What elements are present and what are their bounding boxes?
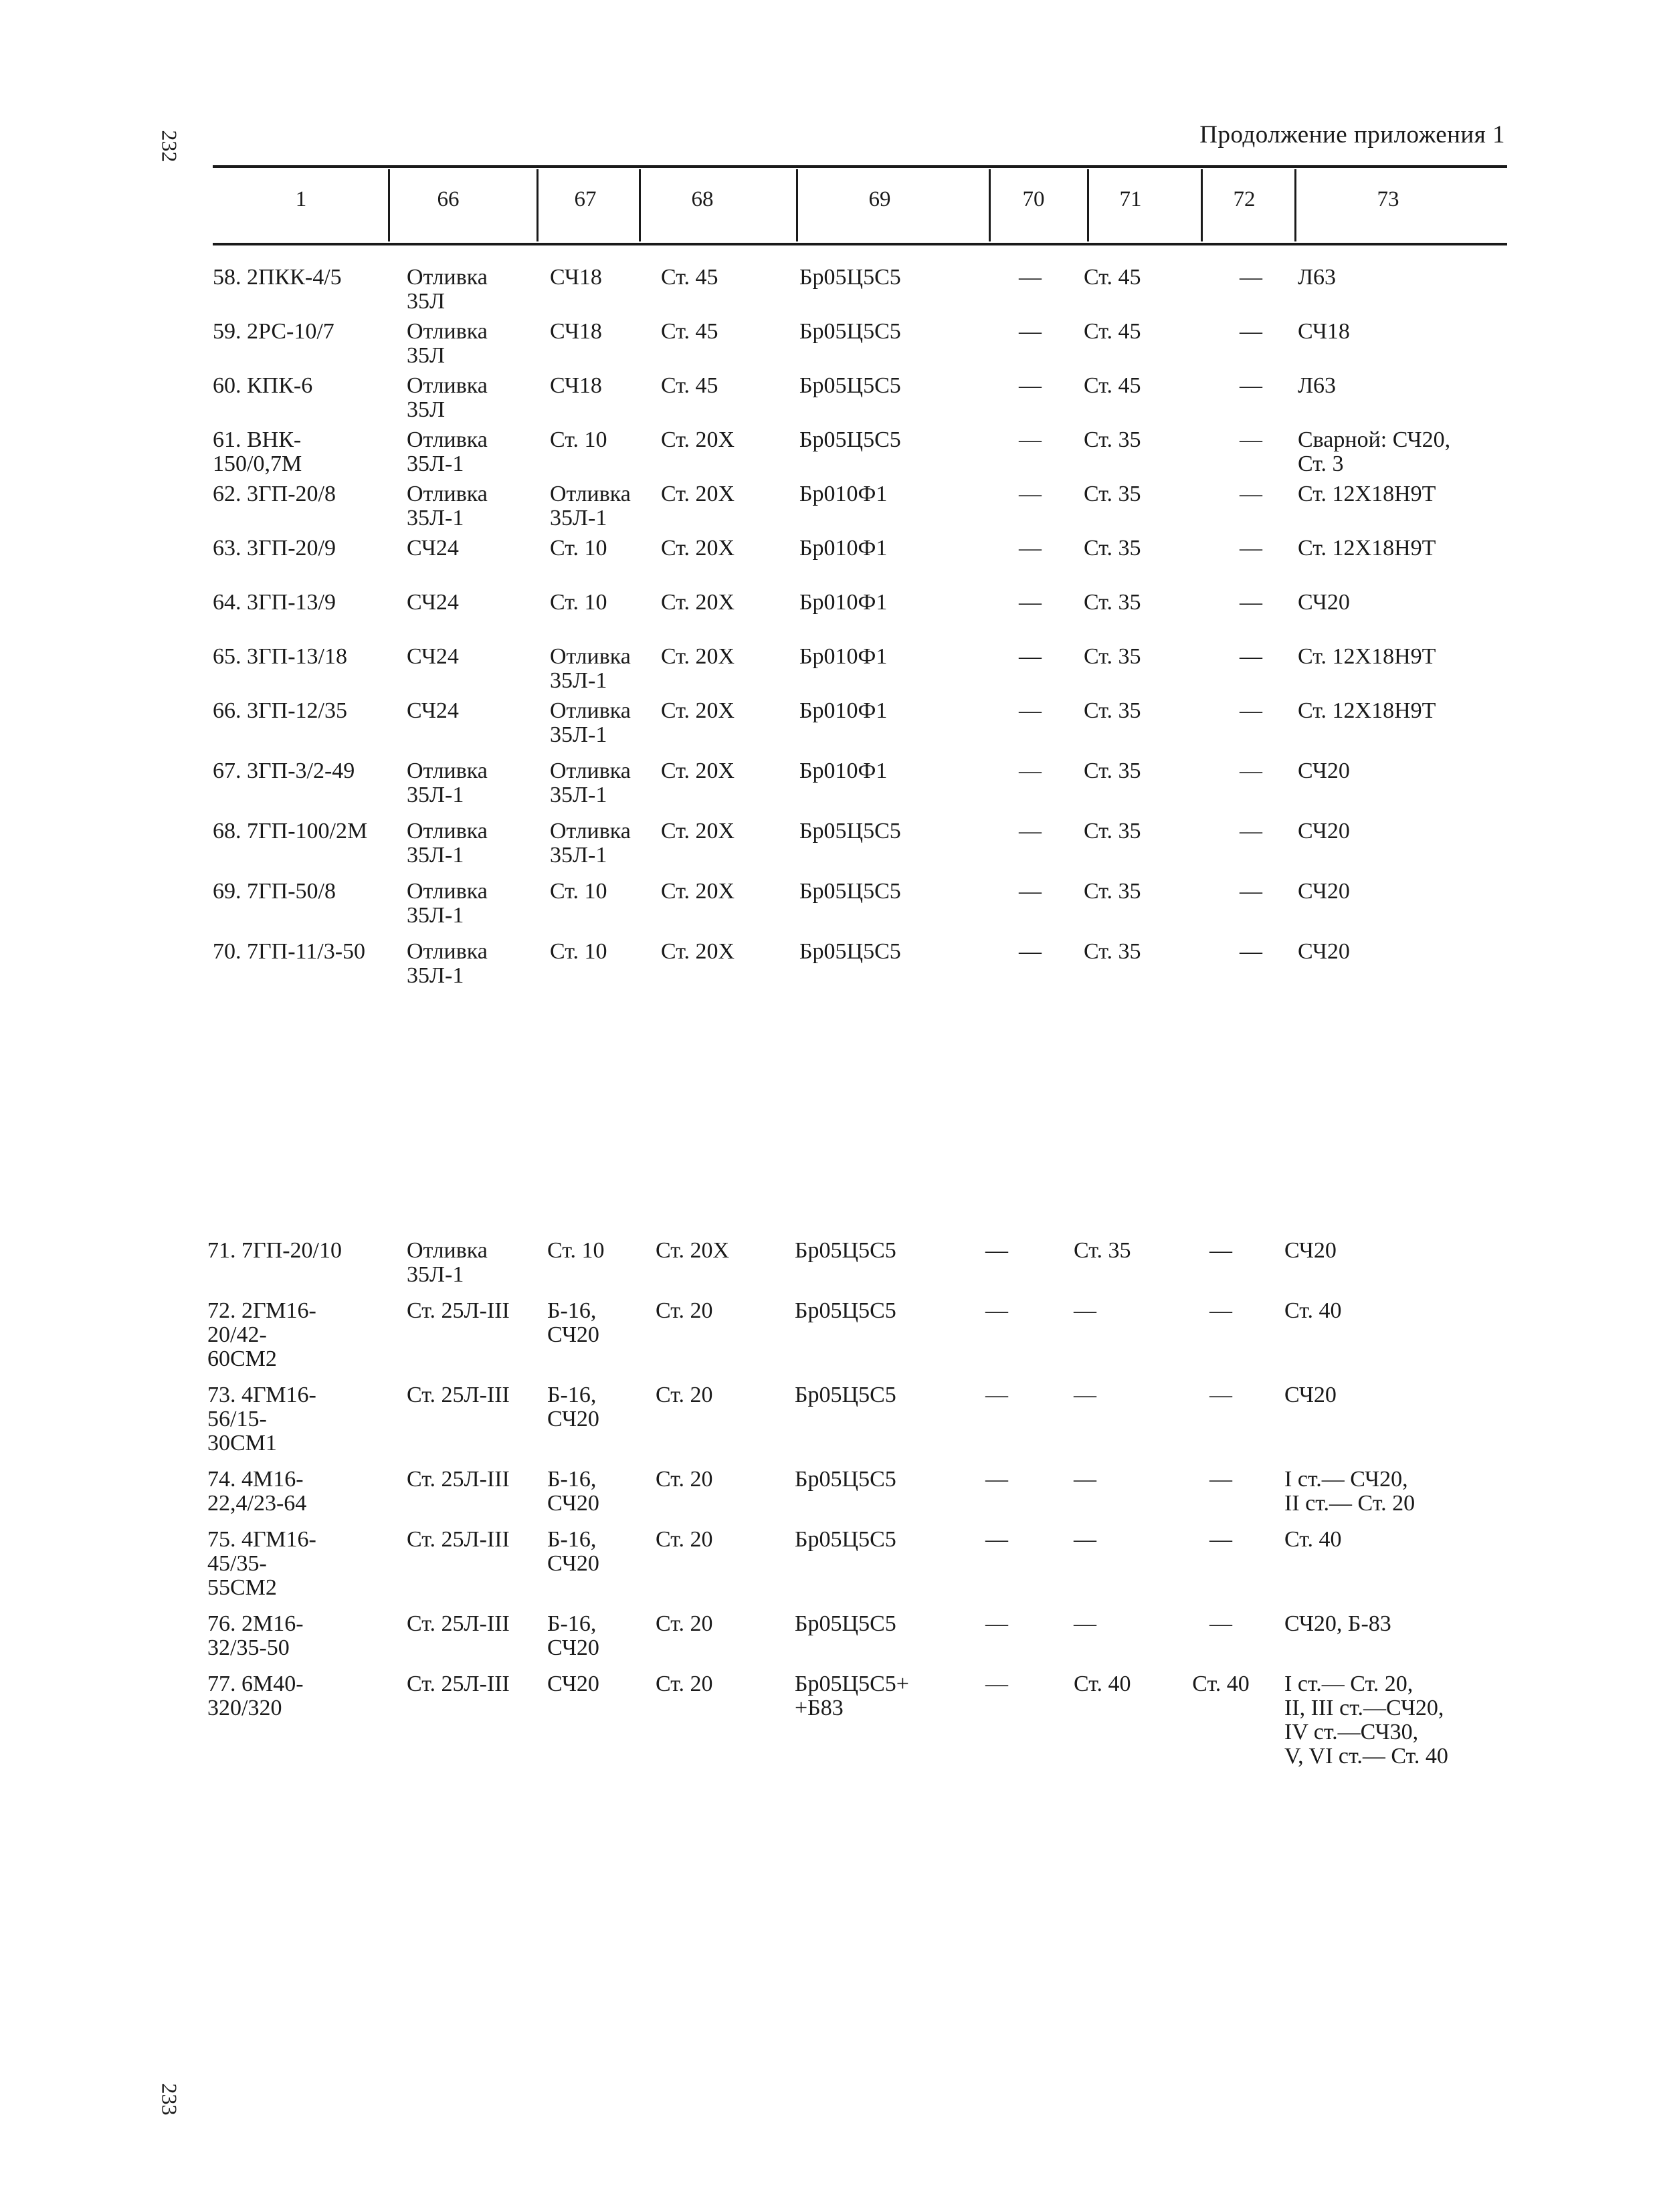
cell-col-71: Ст. 45 (1084, 373, 1141, 398)
cell-col-70: — (985, 1467, 1008, 1492)
cell-col-66: Отливка 35Л-1 (407, 427, 488, 476)
cell-col-item: 75. 4ГМ16- 45/35- 55СМ2 (207, 1527, 316, 1600)
cell-col-73: Ст. 12Х18Н9Т (1298, 536, 1436, 561)
cell-col-69: Бр05Ц5С5 (795, 1527, 896, 1552)
cell-col-70: — (1019, 590, 1042, 615)
cell-col-71: Ст. 45 (1084, 319, 1141, 344)
cell-col-68: Ст. 20Х (661, 590, 735, 615)
cell-col-66: Отливка 35Л (407, 373, 488, 422)
cell-col-item: 61. ВНК- 150/0,7М (213, 427, 302, 476)
cell-col-68: Ст. 20 (656, 1467, 713, 1492)
cell-col-68: Ст. 45 (661, 319, 718, 344)
cell-col-item: 72. 2ГМ16- 20/42- 60СМ2 (207, 1298, 316, 1371)
cell-col-67: Отливка 35Л-1 (550, 644, 631, 693)
cell-col-67: Отливка 35Л-1 (550, 759, 631, 807)
header-col-69: 69 (868, 187, 891, 211)
cell-col-71: Ст. 35 (1084, 644, 1141, 669)
cell-col-72: — (1240, 939, 1262, 964)
cell-col-66: СЧ24 (407, 698, 459, 723)
cell-col-72: — (1240, 590, 1262, 615)
header-col-1: 1 (295, 187, 307, 211)
cell-col-68: Ст. 20Х (661, 879, 735, 904)
cell-col-70: — (1019, 939, 1042, 964)
cell-col-68: Ст. 20Х (661, 939, 735, 964)
cell-col-73: Л63 (1298, 265, 1337, 290)
cell-col-67: Ст. 10 (550, 590, 607, 615)
cell-col-67: Б-16, СЧ20 (547, 1298, 599, 1347)
cell-col-72: — (1240, 482, 1262, 506)
cell-col-71: Ст. 40 (1074, 1672, 1131, 1696)
cell-col-66: СЧ24 (407, 644, 459, 669)
cell-col-69: Бр05Ц5С5 (795, 1238, 896, 1263)
cell-col-72: — (1209, 1527, 1232, 1552)
cell-col-68: Ст. 20Х (661, 759, 735, 783)
cell-col-71: Ст. 35 (1084, 482, 1141, 506)
cell-col-item: 71. 7ГП-20/10 (207, 1238, 342, 1263)
cell-col-72: — (1240, 265, 1262, 290)
header-separator (1294, 169, 1296, 241)
cell-col-73: СЧ20 (1298, 759, 1350, 783)
cell-col-item: 68. 7ГП-100/2М (213, 819, 368, 843)
cell-col-66: Отливка 35Л-1 (407, 1238, 488, 1287)
left-page-number: 232 (157, 130, 182, 163)
cell-col-66: Отливка 35Л (407, 319, 488, 368)
cell-col-67: СЧ18 (550, 319, 602, 344)
cell-col-69: Бр05Ц5С5 (799, 939, 901, 964)
cell-col-68: Ст. 20Х (661, 427, 735, 452)
cell-col-71: Ст. 35 (1084, 939, 1141, 964)
cell-col-68: Ст. 20Х (661, 644, 735, 669)
cell-col-70: — (1019, 698, 1042, 723)
cell-col-72: — (1240, 427, 1262, 452)
cell-col-67: Ст. 10 (550, 939, 607, 964)
cell-col-73: СЧ20, Б-83 (1284, 1611, 1391, 1636)
cell-col-67: Б-16, СЧ20 (547, 1467, 599, 1516)
cell-col-item: 67. 3ГП-3/2-49 (213, 759, 355, 783)
cell-col-67: Б-16, СЧ20 (547, 1527, 599, 1576)
cell-col-item: 58. 2ПКК-4/5 (213, 265, 342, 290)
cell-col-item: 69. 7ГП-50/8 (213, 879, 336, 904)
cell-col-71: Ст. 35 (1074, 1238, 1131, 1263)
cell-col-71: Ст. 35 (1084, 536, 1141, 561)
cell-col-66: Отливка 35Л-1 (407, 759, 488, 807)
cell-col-67: Ст. 10 (550, 536, 607, 561)
cell-col-73: Ст. 40 (1284, 1527, 1342, 1552)
cell-col-67: Б-16, СЧ20 (547, 1611, 599, 1660)
cell-col-69: Бр010Ф1 (799, 698, 888, 723)
cell-col-73: Ст. 12Х18Н9Т (1298, 698, 1436, 723)
cell-col-68: Ст. 20 (656, 1527, 713, 1552)
header-separator (989, 169, 991, 241)
cell-col-68: Ст. 20Х (661, 482, 735, 506)
header-separator (1087, 169, 1089, 241)
cell-col-69: Бр010Ф1 (799, 536, 888, 561)
cell-col-item: 60. КПК-6 (213, 373, 313, 398)
cell-col-67: Отливка 35Л-1 (550, 698, 631, 747)
cell-col-71: — (1074, 1383, 1096, 1407)
cell-col-72: — (1240, 536, 1262, 561)
header-separator (639, 169, 641, 241)
cell-col-66: Отливка 35Л-1 (407, 879, 488, 928)
cell-col-70: — (1019, 482, 1042, 506)
cell-col-67: СЧ18 (550, 373, 602, 398)
header-separator (536, 169, 539, 241)
cell-col-67: Ст. 10 (550, 879, 607, 904)
cell-col-item: 59. 2РС-10/7 (213, 319, 334, 344)
cell-col-item: 77. 6М40- 320/320 (207, 1672, 304, 1720)
cell-col-72: — (1209, 1611, 1232, 1636)
cell-col-69: Бр05Ц5С5 (799, 265, 901, 290)
cell-col-73: СЧ20 (1284, 1383, 1337, 1407)
cell-col-item: 73. 4ГМ16- 56/15- 30СМ1 (207, 1383, 316, 1455)
header-col-73: 73 (1377, 187, 1399, 211)
cell-col-70: — (985, 1527, 1008, 1552)
cell-col-69: Бр010Ф1 (799, 590, 888, 615)
cell-col-73: СЧ20 (1298, 590, 1350, 615)
cell-col-67: Отливка 35Л-1 (550, 482, 631, 530)
cell-col-66: Отливка 35Л-1 (407, 939, 488, 988)
header-col-72: 72 (1233, 187, 1256, 211)
cell-col-69: Бр05Ц5С5 (799, 819, 901, 843)
cell-col-item: 65. 3ГП-13/18 (213, 644, 347, 669)
header-col-67: 67 (574, 187, 597, 211)
cell-col-66: СЧ24 (407, 536, 459, 561)
header-col-70: 70 (1022, 187, 1045, 211)
cell-col-66: Ст. 25Л-III (407, 1383, 510, 1407)
cell-col-69: Бр05Ц5С5+ +Б83 (795, 1672, 909, 1720)
table-caption: Продолжение приложения 1 (1199, 121, 1505, 148)
cell-col-66: Отливка 35Л (407, 265, 488, 314)
cell-col-71: — (1074, 1527, 1096, 1552)
cell-col-70: — (1019, 319, 1042, 344)
cell-col-72: Ст. 40 (1192, 1672, 1250, 1696)
cell-col-70: — (1019, 759, 1042, 783)
cell-col-71: — (1074, 1467, 1096, 1492)
cell-col-69: Бр010Ф1 (799, 482, 888, 506)
cell-col-67: СЧ20 (547, 1672, 599, 1696)
cell-col-70: — (1019, 879, 1042, 904)
cell-col-66: Ст. 25Л-III (407, 1298, 510, 1323)
cell-col-70: — (985, 1298, 1008, 1323)
cell-col-72: — (1209, 1298, 1232, 1323)
cell-col-69: Бр05Ц5С5 (799, 373, 901, 398)
cell-col-item: 63. 3ГП-20/9 (213, 536, 336, 561)
cell-col-73: СЧ20 (1298, 819, 1350, 843)
cell-col-69: Бр010Ф1 (799, 759, 888, 783)
cell-col-66: Отливка 35Л-1 (407, 819, 488, 868)
cell-col-68: Ст. 45 (661, 373, 718, 398)
cell-col-66: Отливка 35Л-1 (407, 482, 488, 530)
cell-col-68: Ст. 20Х (661, 698, 735, 723)
cell-col-72: — (1209, 1383, 1232, 1407)
cell-col-73: СЧ18 (1298, 319, 1350, 344)
cell-col-68: Ст. 20 (656, 1298, 713, 1323)
cell-col-71: Ст. 35 (1084, 698, 1141, 723)
cell-col-73: Л63 (1298, 373, 1337, 398)
cell-col-69: Бр05Ц5С5 (799, 427, 901, 452)
cell-col-72: — (1240, 819, 1262, 843)
cell-col-69: Бр010Ф1 (799, 644, 888, 669)
cell-col-73: I ст.— Ст. 20, II, III ст.—СЧ20, IV ст.—СЧ30, V, VI ст.— Ст. 40 (1284, 1672, 1448, 1769)
cell-col-66: Ст. 25Л-III (407, 1611, 510, 1636)
cell-col-item: 74. 4М16- 22,4/23-64 (207, 1467, 307, 1516)
header-separator (1201, 169, 1203, 241)
cell-col-73: Ст. 12Х18Н9Т (1298, 482, 1436, 506)
cell-col-70: — (1019, 536, 1042, 561)
cell-col-68: Ст. 20 (656, 1383, 713, 1407)
cell-col-71: Ст. 35 (1084, 590, 1141, 615)
cell-col-67: Отливка 35Л-1 (550, 819, 631, 868)
cell-col-73: СЧ20 (1284, 1238, 1337, 1263)
header-col-66: 66 (437, 187, 460, 211)
cell-col-73: Ст. 40 (1284, 1298, 1342, 1323)
cell-col-69: Бр05Ц5С5 (799, 319, 901, 344)
cell-col-67: Б-16, СЧ20 (547, 1383, 599, 1431)
table-header-rule (213, 243, 1507, 245)
cell-col-71: — (1074, 1611, 1096, 1636)
cell-col-72: — (1240, 879, 1262, 904)
cell-col-66: Ст. 25Л-III (407, 1672, 510, 1696)
cell-col-70: — (1019, 644, 1042, 669)
header-separator (388, 169, 390, 241)
cell-col-70: — (985, 1383, 1008, 1407)
cell-col-73: Сварной: СЧ20, Ст. 3 (1298, 427, 1451, 476)
cell-col-72: — (1209, 1238, 1232, 1263)
right-page-number: 233 (157, 2083, 182, 2116)
cell-col-70: — (985, 1238, 1008, 1263)
cell-col-71: Ст. 45 (1084, 265, 1141, 290)
cell-col-72: — (1240, 319, 1262, 344)
header-col-71: 71 (1119, 187, 1142, 211)
cell-col-67: Ст. 10 (550, 427, 607, 452)
cell-col-item: 64. 3ГП-13/9 (213, 590, 336, 615)
cell-col-68: Ст. 20Х (661, 819, 735, 843)
cell-col-item: 76. 2М16- 32/35-50 (207, 1611, 304, 1660)
cell-col-71: Ст. 35 (1084, 879, 1141, 904)
cell-col-69: Бр05Ц5С5 (795, 1467, 896, 1492)
cell-col-69: Бр05Ц5С5 (795, 1298, 896, 1323)
cell-col-70: — (1019, 373, 1042, 398)
cell-col-73: СЧ20 (1298, 879, 1350, 904)
cell-col-item: 70. 7ГП-11/3-50 (213, 939, 366, 964)
cell-col-70: — (1019, 427, 1042, 452)
cell-col-72: — (1240, 759, 1262, 783)
cell-col-70: — (985, 1672, 1008, 1696)
cell-col-70: — (1019, 819, 1042, 843)
cell-col-68: Ст. 45 (661, 265, 718, 290)
cell-col-68: Ст. 20 (656, 1672, 713, 1696)
cell-col-72: — (1240, 373, 1262, 398)
header-col-68: 68 (691, 187, 714, 211)
header-separator (796, 169, 798, 241)
cell-col-69: Бр05Ц5С5 (795, 1611, 896, 1636)
cell-col-72: — (1240, 698, 1262, 723)
cell-col-66: Ст. 25Л-III (407, 1467, 510, 1492)
cell-col-68: Ст. 20Х (656, 1238, 730, 1263)
cell-col-68: Ст. 20 (656, 1611, 713, 1636)
cell-col-item: 66. 3ГП-12/35 (213, 698, 347, 723)
cell-col-72: — (1240, 644, 1262, 669)
cell-col-item: 62. 3ГП-20/8 (213, 482, 336, 506)
cell-col-67: Ст. 10 (547, 1238, 605, 1263)
cell-col-67: СЧ18 (550, 265, 602, 290)
cell-col-66: СЧ24 (407, 590, 459, 615)
cell-col-68: Ст. 20Х (661, 536, 735, 561)
cell-col-73: СЧ20 (1298, 939, 1350, 964)
cell-col-70: — (1019, 265, 1042, 290)
cell-col-71: Ст. 35 (1084, 427, 1141, 452)
cell-col-71: Ст. 35 (1084, 819, 1141, 843)
cell-col-70: — (985, 1611, 1008, 1636)
table-top-rule (213, 165, 1507, 168)
cell-col-71: Ст. 35 (1084, 759, 1141, 783)
cell-col-69: Бр05Ц5С5 (795, 1383, 896, 1407)
cell-col-69: Бр05Ц5С5 (799, 879, 901, 904)
cell-col-73: Ст. 12Х18Н9Т (1298, 644, 1436, 669)
cell-col-71: — (1074, 1298, 1096, 1323)
cell-col-66: Ст. 25Л-III (407, 1527, 510, 1552)
cell-col-72: — (1209, 1467, 1232, 1492)
cell-col-73: I ст.— СЧ20, II ст.— Ст. 20 (1284, 1467, 1416, 1516)
